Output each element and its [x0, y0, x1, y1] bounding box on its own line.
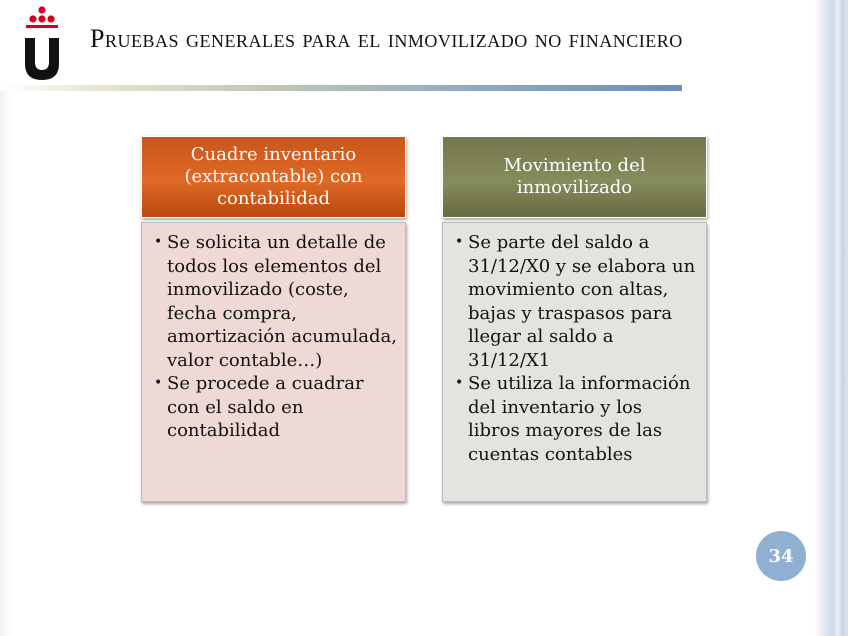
page-number-badge: 34	[756, 531, 806, 581]
university-logo	[18, 4, 66, 84]
bullet-item: • Se parte del saldo a 31/12/X0 y se elabora un movimiento con altas, bajas y traspasos para llegar al saldo a 31/12/X1	[455, 231, 698, 372]
slide-left-border	[0, 90, 12, 636]
bullet-item: • Se utiliza la información del inventario y los libros mayores de las cuentas contables	[455, 372, 698, 466]
bullet-list	[455, 231, 698, 466]
bullet-item: • Se solicita un detalle de todos los elementos del inmovilizado (coste, fecha compra, amortización acumulada, valor contable…)	[154, 231, 397, 372]
bullet-item: • Se procede a cuadrar con el saldo en contabilidad	[154, 372, 397, 443]
card-body	[442, 222, 707, 502]
card-body	[141, 222, 406, 502]
slide-title: Pruebas generales para el inmovilizado no financiero	[90, 24, 683, 53]
bullet-list	[154, 231, 397, 443]
card-header: Movimiento del inmovilizado	[442, 136, 707, 218]
title-underline	[0, 85, 682, 91]
card-header: Cuadre inventario (extracontable) con contabilidad	[141, 136, 406, 218]
slide-right-border	[814, 0, 848, 636]
